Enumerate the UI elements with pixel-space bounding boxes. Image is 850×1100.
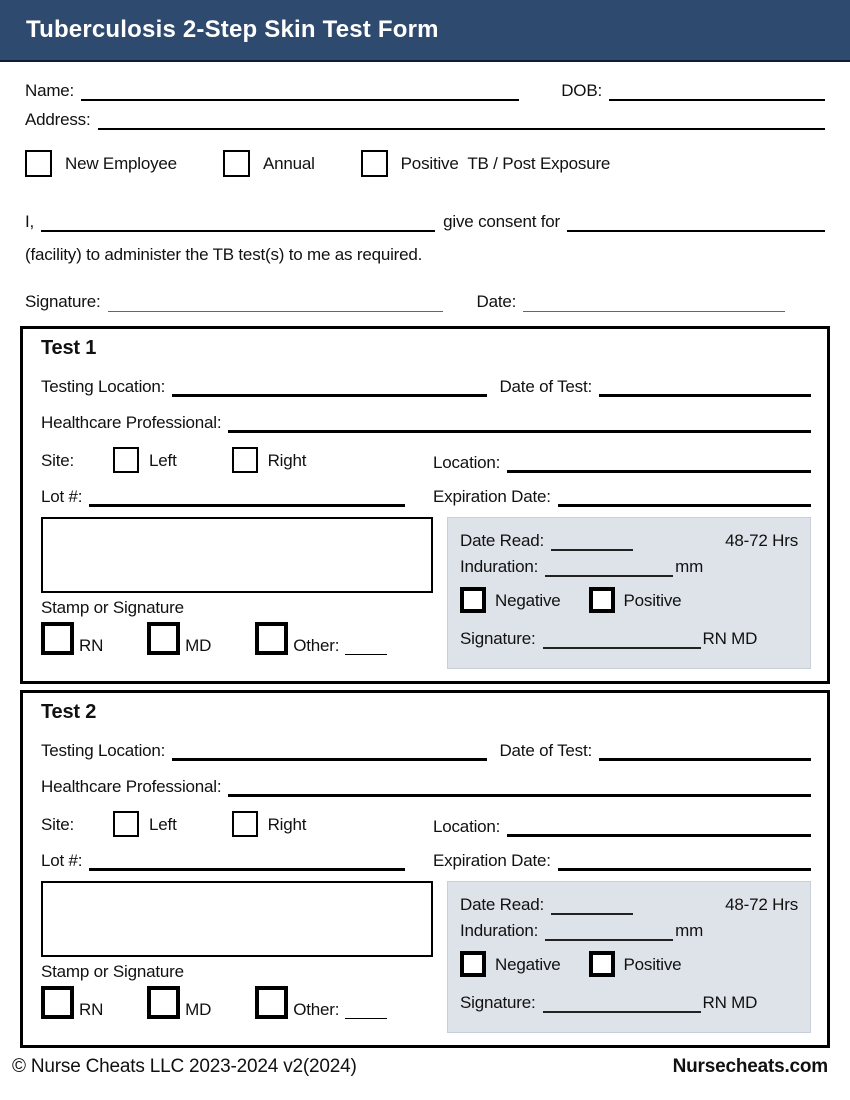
location-line[interactable] xyxy=(507,821,811,837)
other-label: Other: xyxy=(293,636,340,655)
stamp-box[interactable] xyxy=(41,517,433,593)
read-signature-row xyxy=(460,988,798,1013)
testing-location-line[interactable] xyxy=(172,745,487,761)
test-2-bottom-area xyxy=(41,881,811,1033)
test-2-testing-location-row xyxy=(41,737,811,761)
site-left-checkbox[interactable] xyxy=(113,447,139,473)
expiration-date-line[interactable] xyxy=(558,491,811,507)
annual-label: Annual xyxy=(262,153,315,173)
consent-date-label: Date: xyxy=(476,292,517,311)
name-dob-row xyxy=(25,75,825,101)
date-read-label: Date Read: xyxy=(460,895,544,914)
site-label: Site: xyxy=(41,814,75,834)
date-of-test-label: Date of Test: xyxy=(499,377,592,396)
test-2-stamp-column xyxy=(41,881,433,1033)
test-2-read-panel xyxy=(447,881,811,1033)
healthcare-professional-line[interactable] xyxy=(228,781,811,797)
consent-facility-line[interactable] xyxy=(567,216,825,232)
name-field-line[interactable] xyxy=(81,85,519,101)
dob-field-line[interactable] xyxy=(609,85,825,101)
other-label: Other: xyxy=(293,1000,340,1019)
negative-checkbox[interactable] xyxy=(460,951,486,977)
give-consent-label: give consent for xyxy=(443,212,560,231)
site-right-label: Right xyxy=(267,814,307,834)
date-read-line[interactable] xyxy=(551,899,633,915)
consent-signature-row xyxy=(25,288,825,312)
test-1-healthcare-professional-row xyxy=(41,409,811,433)
induration-row xyxy=(460,915,798,941)
hours-window-label: 48-72 Hrs xyxy=(725,895,798,914)
other-checkbox[interactable] xyxy=(255,986,288,1019)
location-line[interactable] xyxy=(507,457,811,473)
rn-checkbox[interactable] xyxy=(41,622,74,655)
positive-checkbox[interactable] xyxy=(589,587,615,613)
test-2-role-row xyxy=(41,986,433,1019)
date-read-line[interactable] xyxy=(551,535,633,551)
test-1-read-panel xyxy=(447,517,811,669)
negative-label: Negative xyxy=(495,954,561,974)
patient-info-section xyxy=(0,62,850,312)
other-line[interactable] xyxy=(345,1005,387,1019)
reason-checkbox-row xyxy=(25,148,825,178)
reason-option-positive-tb xyxy=(361,150,611,177)
induration-label: Induration: xyxy=(460,557,539,576)
form-title-bar xyxy=(0,0,850,62)
negative-label: Negative xyxy=(495,590,561,610)
location-label: Location: xyxy=(433,453,501,472)
read-signature-label: Signature: xyxy=(460,629,536,648)
site-right-label: Right xyxy=(267,450,307,470)
md-label: MD xyxy=(185,1000,212,1019)
test-2-section xyxy=(20,690,830,1048)
lot-number-label: Lot #: xyxy=(41,851,83,870)
expiration-date-line[interactable] xyxy=(558,855,811,871)
read-signature-line[interactable] xyxy=(543,997,701,1013)
hours-window-label: 48-72 Hrs xyxy=(725,531,798,550)
positive-label: Positive xyxy=(623,954,682,974)
address-row xyxy=(25,104,825,130)
healthcare-professional-label: Healthcare Professional: xyxy=(41,413,222,432)
lot-number-line[interactable] xyxy=(89,855,405,871)
other-line[interactable] xyxy=(345,641,387,655)
footer xyxy=(12,1056,828,1078)
date-read-row xyxy=(460,527,798,551)
new-employee-label: New Employee xyxy=(65,153,177,173)
test-1-section xyxy=(20,326,830,684)
reason-option-annual xyxy=(223,150,315,177)
rn-label: RN xyxy=(79,636,104,655)
consent-row xyxy=(25,208,825,232)
rn-checkbox[interactable] xyxy=(41,986,74,1019)
test-1-role-row xyxy=(41,622,433,655)
site-left-label: Left xyxy=(149,814,177,834)
test-2-lot-row xyxy=(41,847,811,871)
date-read-row xyxy=(460,891,798,915)
consent-signature-label: Signature: xyxy=(25,292,101,311)
site-left-label: Left xyxy=(149,450,177,470)
test-1-site-row xyxy=(41,445,811,473)
md-checkbox[interactable] xyxy=(147,986,180,1019)
test-2-healthcare-professional-row xyxy=(41,773,811,797)
positive-label: Positive xyxy=(623,590,682,610)
md-checkbox[interactable] xyxy=(147,622,180,655)
address-label: Address: xyxy=(25,110,91,129)
lot-number-label: Lot #: xyxy=(41,487,83,506)
induration-row xyxy=(460,551,798,577)
test-1-bottom-area xyxy=(41,517,811,669)
negative-checkbox[interactable] xyxy=(460,587,486,613)
site-right-checkbox[interactable] xyxy=(232,447,258,473)
name-label: Name: xyxy=(25,81,75,100)
annual-checkbox[interactable] xyxy=(223,150,250,177)
consent-name-line[interactable] xyxy=(41,216,435,232)
stamp-caption: Stamp or Signature xyxy=(41,962,184,981)
consent-signature-line[interactable] xyxy=(108,296,443,312)
expiration-date-label: Expiration Date: xyxy=(433,851,551,870)
reason-option-new-employee xyxy=(25,150,177,177)
test-1-stamp-column xyxy=(41,517,433,669)
md-label: MD xyxy=(185,636,212,655)
date-of-test-label: Date of Test: xyxy=(499,741,592,760)
induration-line[interactable] xyxy=(545,925,673,941)
read-signature-row xyxy=(460,624,798,649)
date-of-test-line[interactable] xyxy=(599,745,811,761)
stamp-caption: Stamp or Signature xyxy=(41,598,184,617)
read-signature-line[interactable] xyxy=(543,633,701,649)
consent-i-label: I, xyxy=(25,212,35,231)
date-of-test-line[interactable] xyxy=(599,381,811,397)
consent-date-line[interactable] xyxy=(523,296,785,312)
induration-label: Induration: xyxy=(460,921,539,940)
testing-location-label: Testing Location: xyxy=(41,741,166,760)
test-1-lot-row xyxy=(41,483,811,507)
new-employee-checkbox[interactable] xyxy=(25,150,52,177)
expiration-date-label: Expiration Date: xyxy=(433,487,551,506)
site-right-checkbox[interactable] xyxy=(232,811,258,837)
induration-line[interactable] xyxy=(545,561,673,577)
positive-tb-label: Positive TB / Post Exposure xyxy=(400,153,611,173)
result-row xyxy=(460,948,798,980)
copyright-text: © Nurse Cheats LLC 2023-2024 v2(2024) xyxy=(12,1056,357,1077)
positive-tb-checkbox[interactable] xyxy=(361,150,388,177)
address-field-line[interactable] xyxy=(98,114,826,130)
healthcare-professional-label: Healthcare Professional: xyxy=(41,777,222,796)
stamp-box[interactable] xyxy=(41,881,433,957)
form-title: Tuberculosis 2-Step Skin Test Form xyxy=(26,16,439,43)
positive-checkbox[interactable] xyxy=(589,951,615,977)
rn-label: RN xyxy=(79,1000,104,1019)
test-2-site-row xyxy=(41,809,811,837)
location-label: Location: xyxy=(433,817,501,836)
other-checkbox[interactable] xyxy=(255,622,288,655)
lot-number-line[interactable] xyxy=(89,491,405,507)
dob-label: DOB: xyxy=(561,81,602,100)
site-label: Site: xyxy=(41,450,75,470)
facility-statement: (facility) to administer the TB test(s) to me as required. xyxy=(25,245,423,264)
testing-location-line[interactable] xyxy=(172,381,487,397)
date-read-label: Date Read: xyxy=(460,531,544,550)
test-2-title: Test 2 xyxy=(41,701,97,723)
mm-unit-label: mm xyxy=(675,921,704,940)
read-signature-label: Signature: xyxy=(460,993,536,1012)
healthcare-professional-line[interactable] xyxy=(228,417,811,433)
result-row xyxy=(460,584,798,616)
credentials-label: RN MD xyxy=(702,629,758,648)
credentials-label: RN MD xyxy=(702,993,758,1012)
test-1-testing-location-row xyxy=(41,373,811,397)
website-link[interactable]: Nursecheats.com xyxy=(672,1056,828,1077)
test-1-title: Test 1 xyxy=(41,337,97,359)
testing-location-label: Testing Location: xyxy=(41,377,166,396)
mm-unit-label: mm xyxy=(675,557,704,576)
site-left-checkbox[interactable] xyxy=(113,811,139,837)
